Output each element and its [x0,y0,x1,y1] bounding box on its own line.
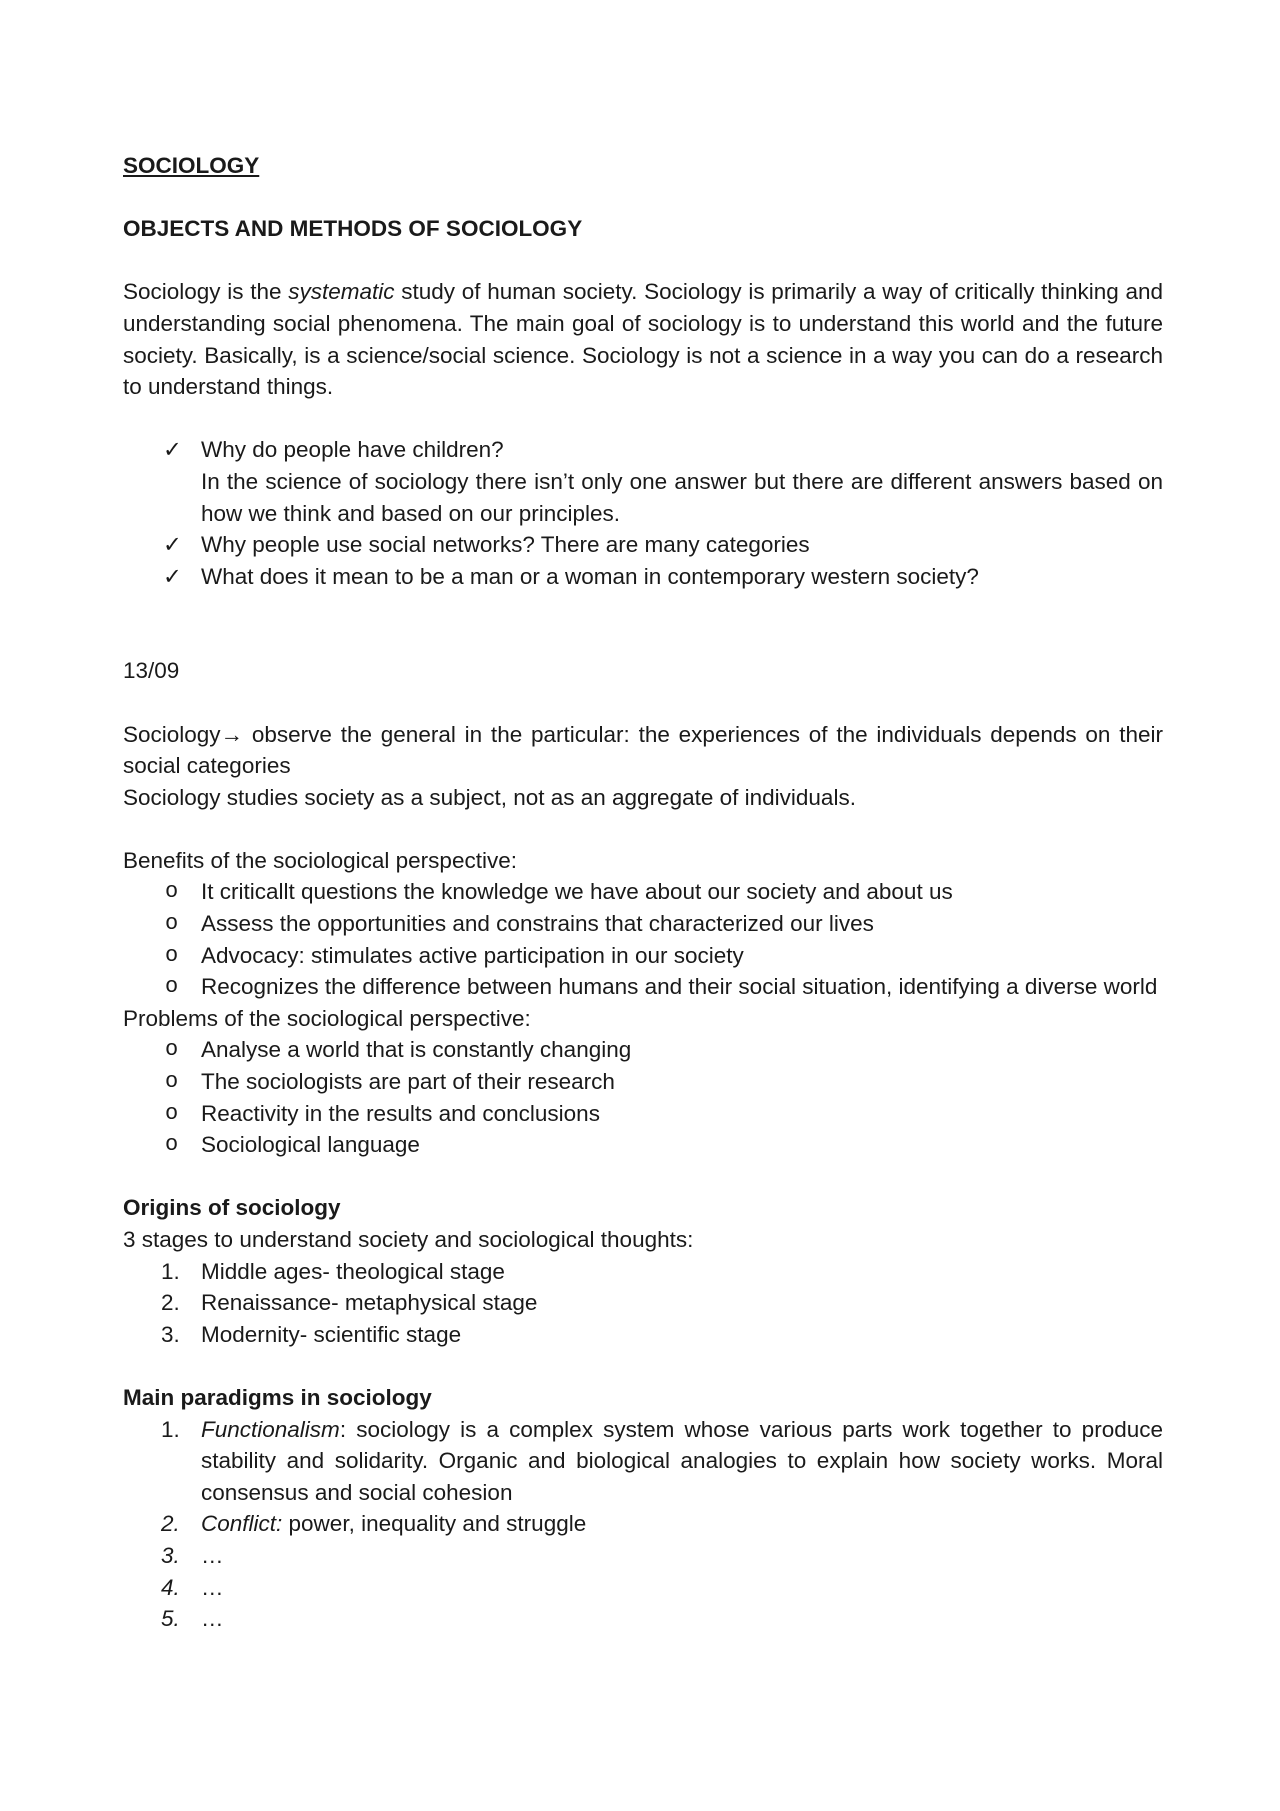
document-page [123,150,1163,1635]
origins-item-text: Modernity- scientific stage [201,1321,462,1347]
checkmark-icon: ✓ [163,532,182,558]
origins-heading: Origins of sociology [123,1195,341,1221]
circle-bullet-icon: o [165,911,179,937]
problems-item-text: Analyse a world that is constantly changing [201,1037,632,1063]
problems-item-text: The sociologists are part of their research [201,1069,615,1095]
paradigms-list-item [123,1540,1163,1572]
date-label: 13/09 [123,658,180,684]
check-list-item [123,529,1163,561]
benefits-item-text: Recognizes the difference between humans and their social situation, identifying a diverse world [201,974,1158,1000]
checkmark-icon: ✓ [163,437,182,463]
spacer [123,687,1163,719]
benefits-item-text: Advocacy: stimulates active participation in our society [201,942,744,968]
circle-bullet-icon: o [165,879,179,905]
circle-bullet-icon: o [165,1037,179,1063]
benefits-list-item [123,908,1163,940]
benefits-label: Benefits of the sociological perspective: [123,847,517,873]
benefits-list-item [123,940,1163,972]
intro-part2: study of human society. Sociology is primarily a way of critically thinking and understanding social phenomena. The main goal of sociology is to understand this world and the future society. Basically, is a science/social science. Sociology is not a science in a way you can do a research to understand things. [123,279,1163,400]
paradigms-list-item [123,1414,1163,1509]
paradigms-list-item [123,1508,1163,1540]
circle-bullet-icon: o [165,942,179,968]
spacer [123,813,1163,845]
observe-rest: observe the general in the particular: the experiences of the individuals depends on their social categories [123,721,1163,779]
circle-bullet-icon: o [165,974,179,1000]
check-list-item-text: What does it mean to be a man or a woman in contemporary western society? [201,563,979,589]
intro-part1: Sociology is the [123,279,289,305]
check-list-item [123,561,1163,593]
list-number: 4. [161,1574,180,1600]
paradigms-heading: Main paradigms in sociology [123,1384,432,1410]
paradigm-term: Functionalism [201,1416,340,1442]
benefits-list-item [123,971,1163,1003]
problems-item-text: Sociological language [201,1132,420,1158]
benefits-list [123,876,1163,1002]
origins-item-text: Renaissance- metaphysical stage [201,1290,538,1316]
section-heading: OBJECTS AND METHODS OF SOCIOLOGY [123,216,583,242]
paradigm-text: … [201,1542,224,1568]
problems-list-item [123,1129,1163,1161]
benefits-list-item [123,876,1163,908]
document-title: SOCIOLOGY [123,153,260,178]
problems-list-item [123,1066,1163,1098]
benefits-item-text: Assess the opportunities and constrains that characterized our lives [201,911,874,937]
list-number: 1. [161,1258,180,1284]
arrow-right-icon: → [220,721,244,747]
origins-list [123,1256,1163,1351]
list-number: 2. [161,1290,180,1316]
paradigms-list [123,1414,1163,1635]
origins-list-item [123,1319,1163,1351]
benefits-item-text: It criticallt questions the knowledge we have about our society and about us [201,879,953,905]
origins-list-item [123,1287,1163,1319]
origins-item-text: Middle ages- theological stage [201,1258,505,1284]
problems-list-item [123,1098,1163,1130]
check-list [123,434,1163,592]
check-list-item-text: Why people use social networks? There are many categories [201,532,810,558]
spacer [123,592,1163,655]
spacer [123,403,1163,435]
spacer [123,1161,1163,1193]
origins-label: 3 stages to understand society and sociological thoughts: [123,1227,694,1252]
paradigm-text: power, inequality and struggle [282,1511,587,1537]
list-number: 2. [161,1511,180,1537]
list-number: 3. [161,1542,180,1568]
spacer [123,1350,1163,1382]
intro-paragraph [123,276,1163,402]
problems-list-item [123,1034,1163,1066]
check-list-item-text: Why do people have children? [201,437,504,463]
problems-item-text: Reactivity in the results and conclusions [201,1100,600,1126]
observe-paragraph [123,719,1163,782]
problems-list [123,1034,1163,1160]
list-number: 3. [161,1321,180,1347]
origins-list-item [123,1256,1163,1288]
circle-bullet-icon: o [165,1069,179,1095]
problems-label: Problems of the sociological perspective: [123,1005,531,1031]
list-number: 5. [161,1606,180,1632]
intro-emphasis: systematic [288,279,395,305]
circle-bullet-icon: o [165,1100,179,1126]
paradigm-term: Conflict: [201,1511,283,1537]
observe-word: Sociology [123,721,221,747]
check-list-item [123,434,1163,466]
list-number: 1. [161,1416,180,1442]
checkmark-icon: ✓ [163,563,182,589]
paradigm-text: … [201,1574,224,1600]
paradigms-list-item [123,1603,1163,1635]
circle-bullet-icon: o [165,1132,179,1158]
paradigm-text: … [201,1606,224,1632]
paradigms-list-item [123,1572,1163,1604]
check-list-continuation: In the science of sociology there isn’t only one answer but there are different answers based on how we think and based on our principles. [201,468,1163,526]
paradigm-text: : sociology is a complex system whose various parts work together to produce stability and solidarity. Organic and biological analogies to explain how society works. Moral consensus and social cohesion [201,1416,1163,1505]
observe-line2: Sociology studies society as a subject, not as an aggregate of individuals. [123,784,856,810]
